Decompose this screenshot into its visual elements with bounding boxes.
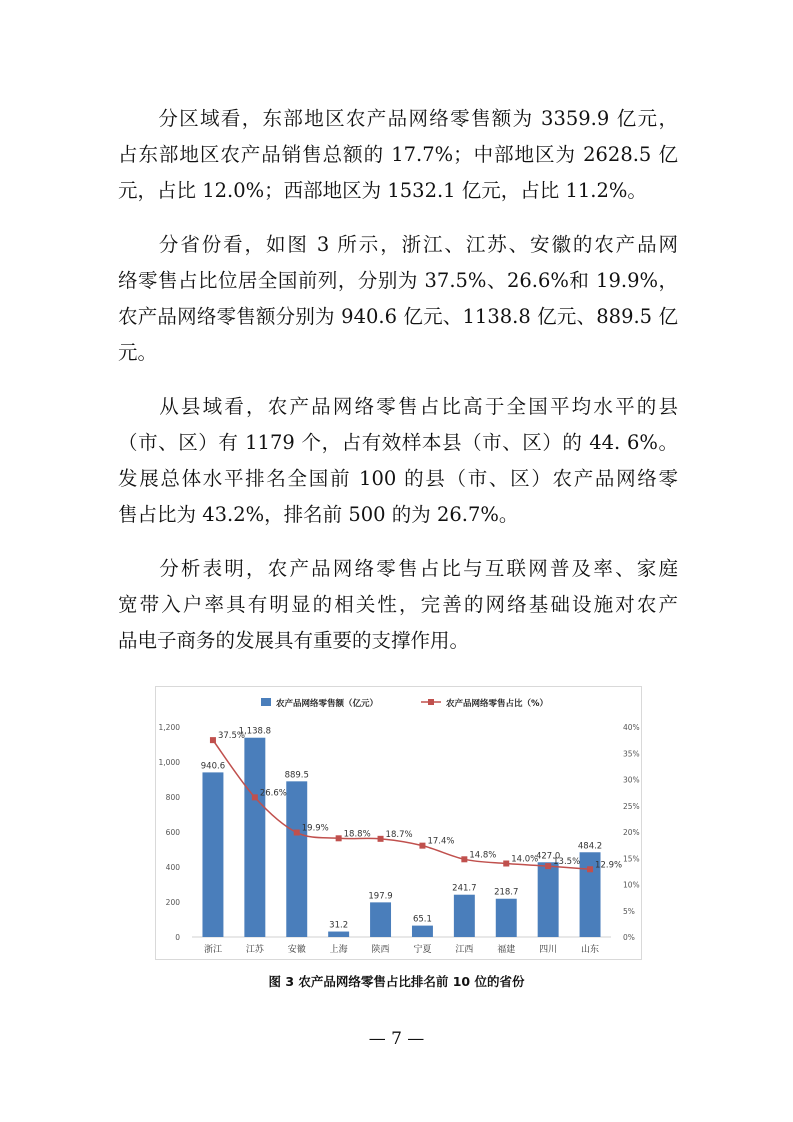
text-line: 宽带入户率具有明显的相关性，完善的网络基础设施对农产 [118,593,678,616]
line-marker [503,861,509,867]
category-label: 宁夏 [413,945,432,955]
bar-value-label: 427.0 [535,851,561,862]
line-marker [461,856,467,862]
bar-value-label: 65.1 [412,914,432,925]
bar [538,862,559,937]
line-marker [378,836,384,842]
figure-caption: 图 3 农产品网络零售占比排名前 10 位的省份 [268,974,525,989]
y-right-tick-label: 30% [623,775,640,785]
category-label: 陕西 [371,945,390,955]
y-left-tick-label: 800 [165,793,180,802]
provinces-chart [155,686,642,960]
bar-value-label: 484.2 [577,841,603,852]
line-value-label: 19.9% [301,823,329,834]
legend-line-label: 农产品网络零售占比（%） [446,699,549,709]
line-value-label: 14.8% [469,850,497,861]
share-line [213,740,590,869]
category-label: 江苏 [245,945,264,955]
text-line [118,551,678,587]
text-line [118,389,678,425]
line-value-label: 13.5% [553,857,581,868]
category-label: 浙江 [203,945,222,955]
text-line: 络零售占比位居全国前列，分别为 37.5%、26.6%和 19.9%， [118,269,678,292]
bar [244,738,265,937]
paragraph-provincial [118,227,678,371]
text-line: 占东部地区农产品销售总额的 17.7%；中部地区为 2628.5 亿 [118,143,678,166]
bar-value-label: 218.7 [494,887,519,898]
y-right-tick-label: 15% [623,854,640,864]
line-value-label: 17.4% [427,836,455,847]
paragraph-regional [118,101,678,209]
category-label: 上海 [329,945,348,955]
bar-value-label: 889.5 [284,770,309,781]
text-line-content: 分析表明，农产品网络零售占比与互联网普及率、家庭 [157,557,678,580]
bar [370,902,391,937]
text-line: 元，占比 12.0%；西部地区为 1532.1 亿元，占比 11.2%。 [118,179,647,202]
category-label: 四川 [539,945,558,955]
text-line-content: 从县域看，农产品网络零售占比高于全国平均水平的县 [157,395,678,418]
text-line-content: 分区域看，东部地区农产品网络零售额为 3359.9 亿元， [157,107,678,130]
legend-bar-swatch [261,698,271,706]
text-line: 发展总体水平排名全国前 100 的县（市、区）农产品网络零 [118,467,678,490]
bar [496,899,517,937]
line-value-label: 18.7% [385,829,413,840]
bar [328,932,349,937]
text-line [118,101,678,137]
paragraph-analysis [118,551,678,659]
bar [454,895,475,937]
text-line [118,227,678,263]
bar [286,781,307,937]
text-line: （市、区）有 1179 个，占有效样本县（市、区）的 44. 6%。 [118,431,678,454]
bar [202,772,223,937]
bar-value-label: 197.9 [368,891,393,902]
line-value-label: 26.6% [259,788,287,799]
text-line-content: 分省份看，如图 3 所示，浙江、江苏、安徽的农产品网 [157,233,678,256]
category-label: 福建 [497,945,516,955]
category-label: 山东 [581,945,600,955]
line-marker [336,835,342,841]
page-number: — 7 — [368,1029,425,1049]
line-marker [252,794,258,800]
y-left-tick-label: 1,000 [158,758,180,767]
line-value-label: 37.5% [217,731,245,742]
y-right-tick-label: 10% [623,880,640,890]
line-value-label: 14.0% [511,854,539,865]
line-marker [210,737,216,743]
line-marker [419,843,425,849]
y-right-tick-label: 35% [623,749,640,759]
paragraph-county [118,389,678,533]
line-marker [294,830,300,836]
bar [412,926,433,937]
bar-value-label: 1,138.8 [238,726,272,737]
text-line: 元。 [118,341,158,364]
legend-bar-label: 农产品网络零售额（亿元） [276,699,379,709]
bar-value-label: 241.7 [452,883,477,894]
category-label: 安徽 [287,945,306,955]
text-line: 售占比为 43.2%，排名前 500 的为 26.7%。 [118,503,519,526]
y-left-tick-label: 200 [165,898,180,907]
bar-value-label: 31.2 [329,920,349,931]
y-left-tick-label: 1,200 [158,723,180,732]
line-marker [587,866,593,872]
y-left-tick-label: 0 [175,933,180,942]
text-line: 品电子商务的发展具有重要的支撑作用。 [118,629,470,652]
bar-value-label: 940.6 [200,761,226,772]
y-left-tick-label: 600 [165,828,180,837]
y-right-tick-label: 0% [623,933,635,942]
line-value-label: 12.9% [595,860,623,871]
line-marker [545,863,551,869]
line-value-label: 18.8% [343,829,371,840]
chart-svg [156,687,641,959]
y-right-tick-label: 25% [623,801,640,811]
legend-line-marker [428,699,434,705]
y-right-tick-label: 40% [623,723,640,732]
y-left-tick-label: 400 [165,863,180,872]
y-right-tick-label: 20% [623,828,640,837]
category-label: 江西 [455,945,474,955]
text-line: 农产品网络零售额分别为 940.6 亿元、1138.8 亿元、889.5 亿 [118,305,678,328]
y-right-tick-label: 5% [623,906,635,916]
